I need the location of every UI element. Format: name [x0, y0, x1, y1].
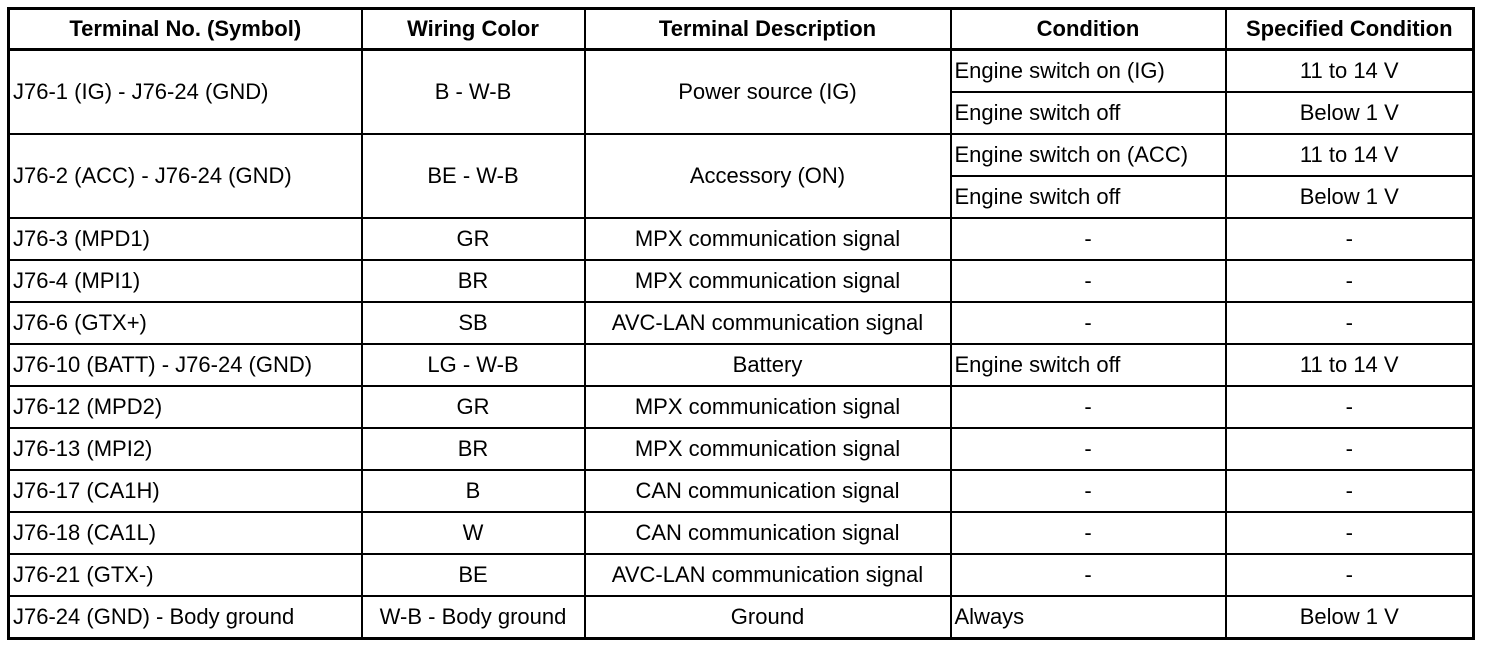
cell-specified: - — [1226, 428, 1474, 470]
cell-terminal: J76-10 (BATT) - J76-24 (GND) — [9, 344, 362, 386]
cell-description: MPX communication signal — [585, 260, 951, 302]
cell-specified: - — [1226, 302, 1474, 344]
cell-wiring-color: BE — [362, 554, 585, 596]
table-row — [9, 134, 1474, 176]
cell-wiring-color: BR — [362, 260, 585, 302]
cell-condition: - — [951, 386, 1226, 428]
cell-specified: 11 to 14 V — [1226, 50, 1474, 93]
cell-condition: - — [951, 218, 1226, 260]
table-row — [9, 218, 1474, 260]
terminal-table — [7, 7, 1475, 640]
cell-description: Accessory (ON) — [585, 134, 951, 218]
cell-description: AVC-LAN communication signal — [585, 302, 951, 344]
cell-specified: - — [1226, 470, 1474, 512]
table-row — [9, 512, 1474, 554]
cell-specified: Below 1 V — [1226, 176, 1474, 218]
cell-condition: Engine switch on (ACC) — [951, 134, 1226, 176]
cell-terminal: J76-24 (GND) - Body ground — [9, 596, 362, 639]
cell-specified: 11 to 14 V — [1226, 344, 1474, 386]
table-row — [9, 302, 1474, 344]
cell-description: CAN communication signal — [585, 512, 951, 554]
cell-wiring-color: GR — [362, 386, 585, 428]
cell-terminal: J76-17 (CA1H) — [9, 470, 362, 512]
cell-wiring-color: W-B - Body ground — [362, 596, 585, 639]
table-row — [9, 554, 1474, 596]
cell-description: CAN communication signal — [585, 470, 951, 512]
cell-wiring-color: LG - W-B — [362, 344, 585, 386]
cell-specified: Below 1 V — [1226, 596, 1474, 639]
cell-terminal: J76-4 (MPI1) — [9, 260, 362, 302]
cell-condition: - — [951, 260, 1226, 302]
table-row — [9, 260, 1474, 302]
cell-condition: Engine switch off — [951, 344, 1226, 386]
cell-condition: - — [951, 428, 1226, 470]
cell-specified: - — [1226, 260, 1474, 302]
cell-condition: Engine switch on (IG) — [951, 50, 1226, 93]
cell-terminal: J76-12 (MPD2) — [9, 386, 362, 428]
table-row — [9, 386, 1474, 428]
cell-specified: - — [1226, 218, 1474, 260]
header-terminal: Terminal No. (Symbol) — [9, 9, 362, 50]
cell-terminal: J76-18 (CA1L) — [9, 512, 362, 554]
cell-terminal: J76-3 (MPD1) — [9, 218, 362, 260]
cell-wiring-color: BE - W-B — [362, 134, 585, 218]
cell-description: MPX communication signal — [585, 218, 951, 260]
cell-wiring-color: SB — [362, 302, 585, 344]
cell-terminal: J76-21 (GTX-) — [9, 554, 362, 596]
table-row — [9, 344, 1474, 386]
cell-description: MPX communication signal — [585, 386, 951, 428]
table-header-row — [9, 9, 1474, 50]
cell-condition: Engine switch off — [951, 176, 1226, 218]
cell-wiring-color: W — [362, 512, 585, 554]
cell-wiring-color: GR — [362, 218, 585, 260]
cell-description: Battery — [585, 344, 951, 386]
cell-terminal: J76-2 (ACC) - J76-24 (GND) — [9, 134, 362, 218]
cell-condition: - — [951, 302, 1226, 344]
cell-terminal: J76-13 (MPI2) — [9, 428, 362, 470]
cell-wiring-color: B — [362, 470, 585, 512]
cell-terminal: J76-6 (GTX+) — [9, 302, 362, 344]
cell-specified: - — [1226, 512, 1474, 554]
cell-condition: - — [951, 554, 1226, 596]
cell-specified: - — [1226, 386, 1474, 428]
cell-condition: - — [951, 470, 1226, 512]
cell-condition: Engine switch off — [951, 92, 1226, 134]
cell-wiring-color: B - W-B — [362, 50, 585, 135]
terminal-table-sheet — [7, 7, 1475, 640]
cell-specified: 11 to 14 V — [1226, 134, 1474, 176]
header-terminal-description: Terminal Description — [585, 9, 951, 50]
cell-condition: - — [951, 512, 1226, 554]
cell-terminal: J76-1 (IG) - J76-24 (GND) — [9, 50, 362, 135]
table-row — [9, 428, 1474, 470]
cell-specified: Below 1 V — [1226, 92, 1474, 134]
cell-description: Power source (IG) — [585, 50, 951, 135]
table-row — [9, 470, 1474, 512]
header-condition: Condition — [951, 9, 1226, 50]
header-wiring-color: Wiring Color — [362, 9, 585, 50]
cell-condition: Always — [951, 596, 1226, 639]
table-row — [9, 596, 1474, 639]
cell-description: MPX communication signal — [585, 428, 951, 470]
cell-description: AVC-LAN communication signal — [585, 554, 951, 596]
header-specified-condition: Specified Condition — [1226, 9, 1474, 50]
table-row — [9, 50, 1474, 93]
cell-wiring-color: BR — [362, 428, 585, 470]
cell-description: Ground — [585, 596, 951, 639]
cell-specified: - — [1226, 554, 1474, 596]
